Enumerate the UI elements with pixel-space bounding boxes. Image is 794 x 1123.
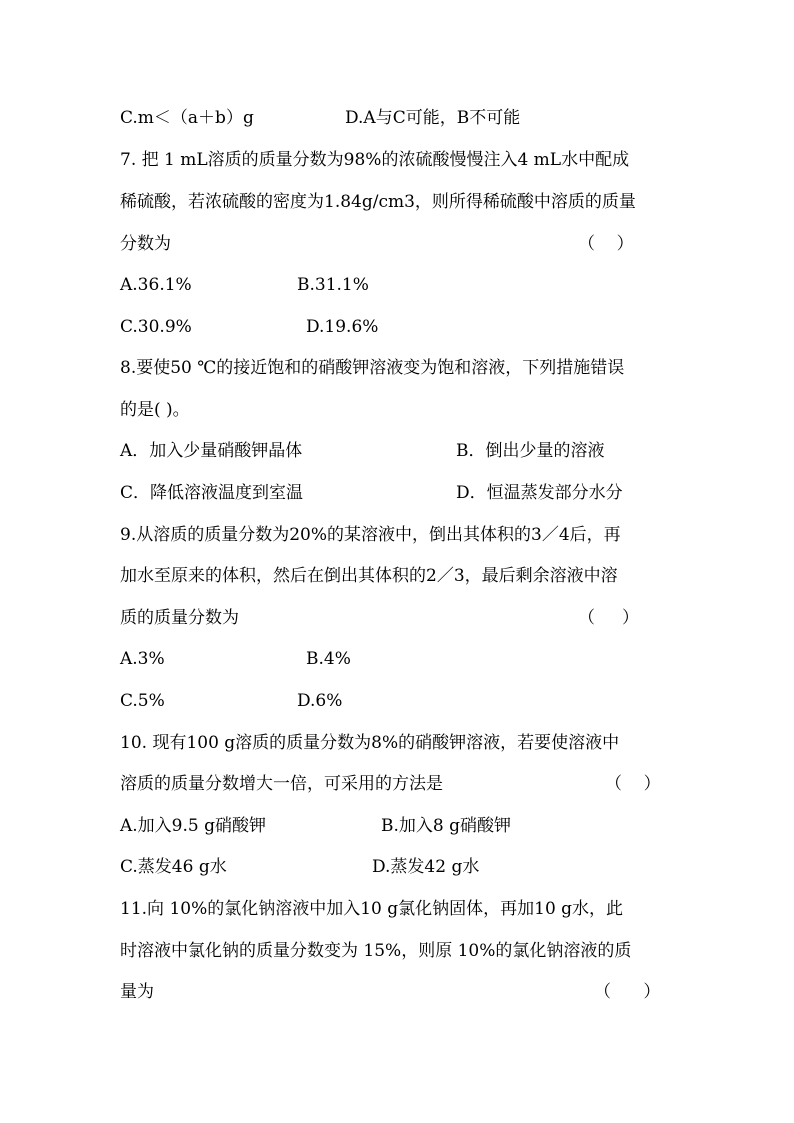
q9-stem-line1: 9.从溶质的质量分数为20%的某溶液中，倒出其体积的3／4后，再 bbox=[120, 525, 621, 545]
q9-stem-line3: 质的质量分数为 bbox=[120, 608, 239, 628]
q9-option-a: A.3% bbox=[120, 649, 165, 669]
q9-answer-blank: （ ） bbox=[578, 608, 640, 628]
q10-option-a: A.加入9.5 g硝酸钾 bbox=[120, 816, 267, 836]
q7-stem-line3: 分数为 bbox=[120, 234, 171, 254]
q6-option-d: D.A与C可能，B不可能 bbox=[345, 108, 521, 128]
q7-stem-line2: 稀硫酸，若浓硫酸的密度为1.84g/cm3，则所得稀硫酸中溶质的质量 bbox=[120, 192, 636, 212]
q6-option-c: C.m＜（a＋b）g bbox=[120, 108, 254, 128]
q11-stem-line3: 量为 bbox=[120, 982, 154, 1002]
q9-stem-line2: 加水至原来的体积，然后在倒出其体积的2／3，最后剩余溶液中溶 bbox=[120, 566, 618, 586]
q7-option-c: C.30.9% bbox=[120, 317, 192, 337]
q9-option-b: B.4% bbox=[306, 649, 351, 669]
q10-option-b: B.加入8 g硝酸钾 bbox=[381, 816, 511, 836]
q10-answer-blank: （ ） bbox=[605, 774, 661, 794]
q7-stem-line1: 7. 把 1 mL溶质的质量分数为98%的浓硫酸慢慢注入4 mL水中配成 bbox=[120, 150, 630, 170]
q10-option-c: C.蒸发46 g水 bbox=[120, 857, 227, 877]
q10-option-d: D.蒸发42 g水 bbox=[372, 857, 480, 877]
q8-option-b: B．倒出少量的溶液 bbox=[456, 441, 605, 461]
q10-stem-line1: 10. 现有100 g溶质的质量分数为8%的硝酸钾溶液，若要使溶液中 bbox=[120, 733, 620, 753]
q8-option-c: C．降低溶液温度到室温 bbox=[120, 483, 304, 503]
q8-option-d: D．恒温蒸发部分水分 bbox=[456, 483, 623, 503]
q9-option-c: C.5% bbox=[120, 691, 165, 711]
q11-stem-line1: 11.向 10%的氯化钠溶液中加入10 g氯化钠固体，再加10 g水，此 bbox=[120, 899, 624, 919]
q9-option-d: D.6% bbox=[297, 691, 343, 711]
q7-option-d: D.19.6% bbox=[306, 317, 379, 337]
q10-stem-line2: 溶质的质量分数增大一倍，可采用的方法是 bbox=[120, 774, 443, 794]
q8-stem-line2: 的是( )。 bbox=[120, 400, 190, 420]
q8-option-a: A．加入少量硝酸钾晶体 bbox=[120, 441, 303, 461]
q8-stem-line1: 8.要使50 ℃的接近饱和的硝酸钾溶液变为饱和溶液，下列措施错误 bbox=[120, 358, 625, 378]
q7-option-b: B.31.1% bbox=[297, 275, 369, 295]
q7-option-a: A.36.1% bbox=[120, 275, 192, 295]
q11-answer-blank: （ ） bbox=[594, 982, 661, 1002]
q11-stem-line2: 时溶液中氯化钠的质量分数变为 15%，则原 10%的氯化钠溶液的质 bbox=[120, 941, 632, 961]
q7-answer-blank: （ ） bbox=[578, 234, 634, 254]
